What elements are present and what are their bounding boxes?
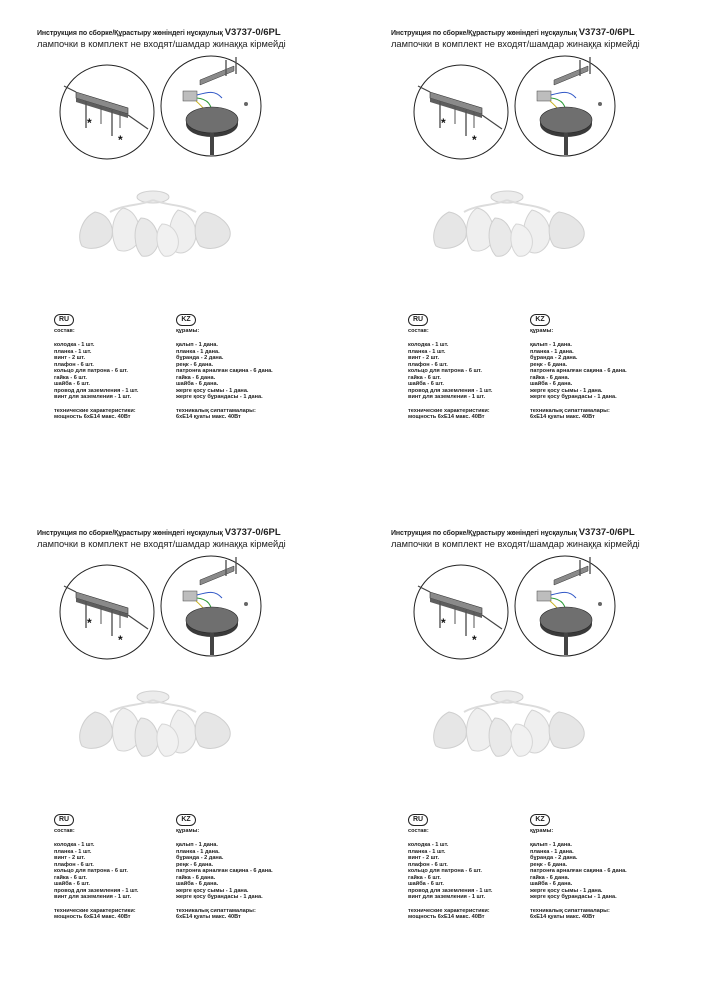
list-item: патронға арналған сақина - 6 дана. xyxy=(530,868,627,875)
ru-specs-heading: технические характеристики: xyxy=(408,407,490,414)
sheet-subtitle: лампочки в комплект не входят/шамдар жинаққа кірмейді xyxy=(391,539,640,549)
language-badge-ru: RU xyxy=(408,814,428,826)
svg-text:*: * xyxy=(118,633,123,647)
list-item: планка - 1 дана. xyxy=(176,348,220,355)
ru-contents xyxy=(54,328,164,420)
assembly-illustration xyxy=(0,0,353,300)
svg-text:*: * xyxy=(472,633,477,647)
kz-specs xyxy=(530,408,680,421)
ceiling-plate-wiring-icon xyxy=(515,56,615,156)
list-item: гайка - 6 шт. xyxy=(408,374,441,381)
ru-contents-heading: состав: xyxy=(408,828,429,834)
model-number: V3737-0/6PL xyxy=(224,527,281,538)
language-badge-ru: RU xyxy=(408,314,428,326)
list-item: винт - 2 шт. xyxy=(54,355,86,362)
language-badge-kz: KZ xyxy=(530,814,550,826)
ru-contents-heading: состав: xyxy=(54,328,75,334)
instruction-sheet xyxy=(0,0,353,500)
list-item: патронға арналған сақина - 6 дана. xyxy=(176,868,273,875)
assembly-illustration xyxy=(0,500,353,800)
kz-contents-heading: құрамы: xyxy=(530,828,554,834)
kz-contents xyxy=(176,328,326,420)
list-item: гайка - 6 шт. xyxy=(54,874,87,881)
chandelier-icon xyxy=(434,691,585,756)
ru-specs-value: мощность 6xE14 макс. 40Вт xyxy=(408,913,485,920)
list-item: гайка - 6 дана. xyxy=(530,374,570,381)
list-item: патронға арналған сақина - 6 дана. xyxy=(530,368,627,375)
list-item: планка - 1 шт. xyxy=(408,848,446,855)
kz-specs xyxy=(176,908,326,921)
kz-specs-value: 6xE14 қуаты макс. 40Вт xyxy=(176,413,241,420)
ru-specs xyxy=(54,908,164,921)
list-item: провод для заземления - 1 шт. xyxy=(54,387,139,394)
list-item: винт - 2 шт. xyxy=(408,855,440,862)
list-item: гайка - 6 дана. xyxy=(176,874,216,881)
instruction-sheet xyxy=(354,500,707,1000)
model-number: V3737-0/6PL xyxy=(224,27,281,38)
sheet-subtitle: лампочки в комплект не входят/шамдар жинаққа кірмейді xyxy=(391,39,640,49)
ru-specs xyxy=(54,408,164,421)
kz-specs-value: 6xE14 қуаты макс. 40Вт xyxy=(530,413,595,420)
svg-text:*: * xyxy=(118,133,123,147)
ru-specs-value: мощность 6xE14 макс. 40Вт xyxy=(54,913,131,920)
list-item: бұранда - 2 дана. xyxy=(176,355,224,362)
kz-specs-heading: техникалық сипаттамалары: xyxy=(176,407,256,414)
list-item: планка - 1 дана. xyxy=(530,848,574,855)
list-item: шайба - 6 шт. xyxy=(408,881,444,888)
list-item: винт для заземления - 1 шт. xyxy=(408,894,486,901)
list-item: бұранда - 2 дана. xyxy=(530,855,578,862)
list-item: жерге қосу сымы - 1 дана. xyxy=(176,387,249,394)
list-item: гайка - 6 шт. xyxy=(54,374,87,381)
list-item: планка - 1 дана. xyxy=(530,348,574,355)
list-item: плафон - 6 шт. xyxy=(408,361,448,368)
assembly-illustration xyxy=(354,0,707,300)
list-item: колодка - 1 шт. xyxy=(54,842,95,849)
list-item: кольцо для патрона - 6 шт. xyxy=(54,868,128,875)
list-item: планка - 1 шт. xyxy=(54,848,92,855)
ceiling-plate-wiring-icon xyxy=(515,556,615,656)
kz-parts-list xyxy=(176,842,326,900)
kz-contents-heading: құрамы: xyxy=(176,328,200,334)
list-item: колодка - 1 шт. xyxy=(408,842,449,849)
kz-contents xyxy=(176,828,326,920)
kz-specs xyxy=(176,408,326,421)
chandelier-icon xyxy=(434,191,585,256)
ru-contents xyxy=(408,828,518,920)
ru-specs xyxy=(408,408,518,421)
list-item: қалып - 1 дана. xyxy=(530,842,572,849)
kz-contents-heading: құрамы: xyxy=(530,328,554,334)
kz-specs-value: 6xE14 қуаты макс. 40Вт xyxy=(176,913,241,920)
ru-contents xyxy=(54,828,164,920)
kz-specs-value: 6xE14 қуаты макс. 40Вт xyxy=(530,913,595,920)
title-text: Инструкция по сборке/Құрастыру жөніндегі нұсқаулық xyxy=(37,530,223,537)
language-badge-kz: KZ xyxy=(176,314,196,326)
list-item: патронға арналған сақина - 6 дана. xyxy=(176,368,273,375)
ru-parts-list xyxy=(408,842,518,900)
list-item: шайба - 6 дана. xyxy=(176,381,219,388)
svg-text:*: * xyxy=(87,616,92,630)
kz-parts-list xyxy=(176,342,326,400)
sheet-subtitle: лампочки в комплект не входят/шамдар жинаққа кірмейді xyxy=(37,39,286,49)
language-badge-ru: RU xyxy=(54,814,74,826)
list-item: реңк - 6 дана. xyxy=(530,361,568,368)
model-number: V3737-0/6PL xyxy=(578,27,635,38)
kz-parts-list xyxy=(530,842,680,900)
list-item: плафон - 6 шт. xyxy=(408,861,448,868)
list-item: гайка - 6 шт. xyxy=(408,874,441,881)
list-item: реңк - 6 дана. xyxy=(176,861,214,868)
list-item: жерге қосу сымы - 1 дана. xyxy=(530,387,603,394)
list-item: шайба - 6 дана. xyxy=(530,381,573,388)
list-item: винт для заземления - 1 шт. xyxy=(408,394,486,401)
list-item: планка - 1 шт. xyxy=(54,348,92,355)
list-item: колодка - 1 шт. xyxy=(408,342,449,349)
ru-specs xyxy=(408,908,518,921)
list-item: винт для заземления - 1 шт. xyxy=(54,394,132,401)
list-item: бұранда - 2 дана. xyxy=(176,855,224,862)
list-item: колодка - 1 шт. xyxy=(54,342,95,349)
list-item: шайба - 6 шт. xyxy=(408,381,444,388)
language-badge-ru: RU xyxy=(54,314,74,326)
kz-specs-heading: техникалық сипаттамалары: xyxy=(176,907,256,914)
ru-contents-heading: состав: xyxy=(54,828,75,834)
kz-contents xyxy=(530,828,680,920)
kz-specs-heading: техникалық сипаттамалары: xyxy=(530,407,610,414)
list-item: қалып - 1 дана. xyxy=(176,342,218,349)
list-item: бұранда - 2 дана. xyxy=(530,355,578,362)
chandelier-icon xyxy=(80,191,231,256)
list-item: гайка - 6 дана. xyxy=(530,874,570,881)
ru-specs-value: мощность 6xE14 макс. 40Вт xyxy=(408,413,485,420)
list-item: провод для заземления - 1 шт. xyxy=(408,387,493,394)
instruction-sheet xyxy=(354,0,707,500)
kz-specs-heading: техникалық сипаттамалары: xyxy=(530,907,610,914)
ru-specs-heading: технические характеристики: xyxy=(408,907,490,914)
title-text: Инструкция по сборке/Құрастыру жөніндегі нұсқаулық xyxy=(391,530,577,537)
ru-contents-heading: состав: xyxy=(408,328,429,334)
list-item: кольцо для патрона - 6 шт. xyxy=(54,368,128,375)
svg-text:*: * xyxy=(441,116,446,130)
assembly-illustration xyxy=(354,500,707,800)
list-item: плафон - 6 шт. xyxy=(54,861,94,868)
mounting-bar-icon xyxy=(60,65,154,159)
ceiling-plate-wiring-icon xyxy=(161,56,261,156)
ru-parts-list xyxy=(408,342,518,400)
list-item: планка - 1 шт. xyxy=(408,348,446,355)
chandelier-icon xyxy=(80,691,231,756)
list-item: провод для заземления - 1 шт. xyxy=(54,887,139,894)
ru-parts-list xyxy=(54,342,164,400)
svg-text:*: * xyxy=(472,133,477,147)
list-item: жерге қосу сымы - 1 дана. xyxy=(176,887,249,894)
svg-text:*: * xyxy=(87,116,92,130)
ru-contents xyxy=(408,328,518,420)
mounting-bar-icon xyxy=(60,565,154,659)
list-item: реңк - 6 дана. xyxy=(530,861,568,868)
ru-parts-list xyxy=(54,842,164,900)
list-item: винт - 2 шт. xyxy=(408,355,440,362)
list-item: планка - 1 дана. xyxy=(176,848,220,855)
list-item: жерге қосу бұрандасы - 1 дана. xyxy=(530,394,617,401)
language-badge-kz: KZ xyxy=(176,814,196,826)
list-item: жерге қосу сымы - 1 дана. xyxy=(530,887,603,894)
list-item: қалып - 1 дана. xyxy=(176,842,218,849)
kz-contents-heading: құрамы: xyxy=(176,828,200,834)
model-number: V3737-0/6PL xyxy=(578,527,635,538)
list-item: жерге қосу бұрандасы - 1 дана. xyxy=(530,894,617,901)
language-badge-kz: KZ xyxy=(530,314,550,326)
ru-specs-heading: технические характеристики: xyxy=(54,907,136,914)
mounting-bar-icon xyxy=(414,565,508,659)
mounting-bar-icon xyxy=(414,65,508,159)
ru-specs-heading: технические характеристики: xyxy=(54,407,136,414)
list-item: шайба - 6 дана. xyxy=(530,881,573,888)
kz-contents xyxy=(530,328,680,420)
list-item: кольцо для патрона - 6 шт. xyxy=(408,368,482,375)
svg-text:*: * xyxy=(441,616,446,630)
kz-specs xyxy=(530,908,680,921)
list-item: қалып - 1 дана. xyxy=(530,342,572,349)
ru-specs-value: мощность 6xE14 макс. 40Вт xyxy=(54,413,131,420)
list-item: винт для заземления - 1 шт. xyxy=(54,894,132,901)
kz-parts-list xyxy=(530,342,680,400)
list-item: винт - 2 шт. xyxy=(54,855,86,862)
sheet-subtitle: лампочки в комплект не входят/шамдар жинаққа кірмейді xyxy=(37,539,286,549)
list-item: шайба - 6 шт. xyxy=(54,381,90,388)
list-item: гайка - 6 дана. xyxy=(176,374,216,381)
instruction-sheet xyxy=(0,500,353,1000)
list-item: провод для заземления - 1 шт. xyxy=(408,887,493,894)
list-item: жерге қосу бұрандасы - 1 дана. xyxy=(176,394,263,401)
list-item: шайба - 6 дана. xyxy=(176,881,219,888)
list-item: кольцо для патрона - 6 шт. xyxy=(408,868,482,875)
list-item: реңк - 6 дана. xyxy=(176,361,214,368)
ceiling-plate-wiring-icon xyxy=(161,556,261,656)
title-text: Инструкция по сборке/Құрастыру жөніндегі нұсқаулық xyxy=(391,30,577,37)
list-item: шайба - 6 шт. xyxy=(54,881,90,888)
list-item: жерге қосу бұрандасы - 1 дана. xyxy=(176,894,263,901)
list-item: плафон - 6 шт. xyxy=(54,361,94,368)
title-text: Инструкция по сборке/Құрастыру жөніндегі нұсқаулық xyxy=(37,30,223,37)
